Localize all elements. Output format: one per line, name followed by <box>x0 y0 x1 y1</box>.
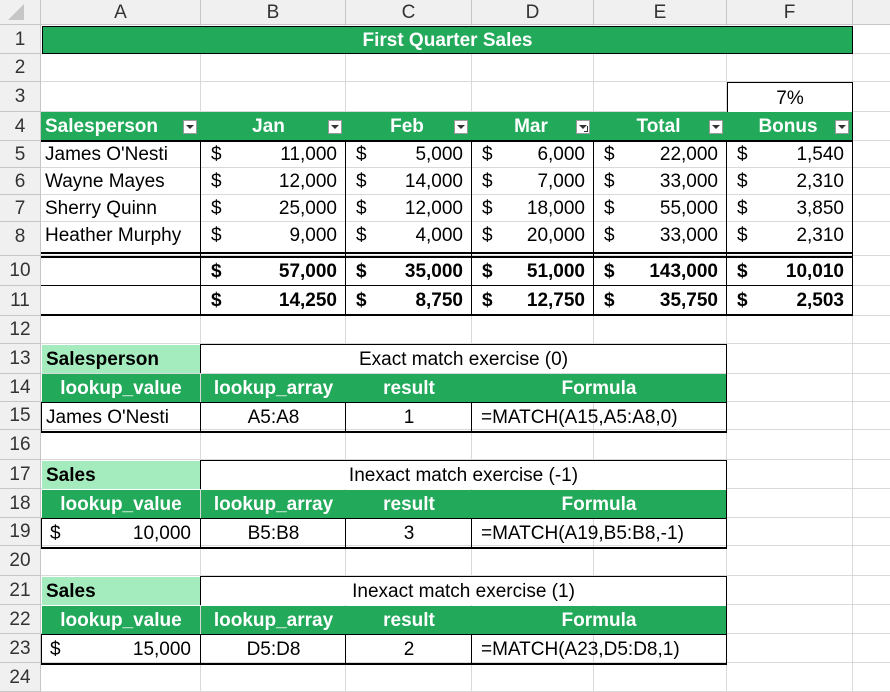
header-feb-label: Feb <box>390 116 424 137</box>
table-border <box>345 141 346 315</box>
header-mar-label: Mar <box>514 116 548 137</box>
exercise-title[interactable]: Exact match exercise (0) <box>201 345 726 373</box>
header-bonus-label: Bonus <box>758 116 818 137</box>
column-header-b[interactable]: B <box>201 0 346 25</box>
table-border <box>200 460 727 461</box>
row-header[interactable]: 22 <box>0 605 41 634</box>
row-header[interactable]: 12 <box>0 316 41 344</box>
currency-symbol: $ <box>604 290 615 311</box>
table-border <box>41 252 853 254</box>
currency-symbol: $ <box>211 198 222 219</box>
exercise-header-formula[interactable]: Formula <box>472 490 726 518</box>
exercise-header-formula[interactable]: Formula <box>472 374 726 402</box>
table-border <box>471 141 472 315</box>
header-jan-label: Jan <box>252 116 285 137</box>
column-header-c[interactable]: C <box>346 0 472 25</box>
table-border <box>41 518 727 519</box>
table-border <box>200 344 727 345</box>
currency-symbol: $ <box>356 261 367 282</box>
table-border <box>41 635 42 663</box>
exercise-title[interactable]: Inexact match exercise (-1) <box>201 461 726 489</box>
currency-symbol: $ <box>604 198 615 219</box>
column-header-d[interactable]: D <box>472 0 594 25</box>
table-border <box>41 663 727 665</box>
filter-dropdown-icon[interactable] <box>709 120 723 134</box>
total-row-jan-cell[interactable]: 57,000 <box>278 261 337 282</box>
table-border <box>726 344 727 433</box>
table-border <box>345 519 346 547</box>
currency-symbol: $ <box>737 261 748 282</box>
currency-symbol: $ <box>737 290 748 311</box>
formula-cell[interactable]: =MATCH(A23,D5:D8,1) <box>481 638 680 660</box>
salesperson-cell[interactable]: James O'Nesti <box>45 144 168 165</box>
table-border <box>345 403 346 431</box>
row-header[interactable]: 8 <box>0 222 41 256</box>
currency-symbol: $ <box>356 225 367 246</box>
table-border <box>726 460 727 549</box>
currency-symbol: $ <box>482 261 493 282</box>
table-border <box>200 577 201 605</box>
filter-dropdown-icon[interactable] <box>454 120 468 134</box>
total-row-total-cell[interactable]: 143,000 <box>649 261 718 282</box>
total-row-feb-cell[interactable]: 35,000 <box>404 261 463 282</box>
total-value-cell[interactable]: 33,000 <box>659 225 718 246</box>
formula-cell[interactable]: =MATCH(A15,A5:A8,0) <box>481 406 678 428</box>
table-border <box>41 140 853 142</box>
currency-symbol: $ <box>737 198 748 219</box>
row-header[interactable]: 2 <box>0 54 41 82</box>
exercise-header-result[interactable]: result <box>346 606 472 634</box>
bonus-value-cell[interactable]: 3,850 <box>796 198 844 219</box>
currency-symbol: $ <box>356 171 367 192</box>
exercise-header-lookup-array[interactable]: lookup_array <box>201 606 346 634</box>
lookup-array-cell[interactable]: D5:D8 <box>246 638 301 660</box>
currency-symbol: $ <box>211 225 222 246</box>
header-salesperson-label: Salesperson <box>45 116 158 137</box>
row-header[interactable]: 7 <box>0 195 41 222</box>
row-header[interactable]: 1 <box>0 25 41 54</box>
average-row-jan-cell[interactable]: 14,250 <box>278 290 337 311</box>
currency-symbol: $ <box>482 144 493 165</box>
currency-symbol: $ <box>737 144 748 165</box>
currency-symbol: $ <box>604 144 615 165</box>
table-border <box>200 403 201 431</box>
table-border <box>200 635 201 663</box>
jan-value-cell[interactable]: 12,000 <box>278 171 337 192</box>
lookup-value-cell[interactable]: 10,000 <box>132 522 191 544</box>
bonus-value-cell[interactable]: 2,310 <box>796 225 844 246</box>
header-total-label: Total <box>636 116 681 137</box>
filter-dropdown-icon[interactable] <box>328 120 342 134</box>
table-border <box>200 576 727 577</box>
feb-value-cell[interactable]: 4,000 <box>415 225 463 246</box>
currency-symbol: $ <box>737 171 748 192</box>
bonus-value-cell[interactable]: 1,540 <box>796 144 844 165</box>
result-cell[interactable]: 1 <box>403 406 415 428</box>
exercise-header-formula[interactable]: Formula <box>472 606 726 634</box>
currency-symbol: $ <box>604 171 615 192</box>
table-border <box>41 402 727 403</box>
select-all-icon <box>8 4 24 20</box>
row-header[interactable]: 23 <box>0 634 41 663</box>
header-bonus[interactable] <box>727 112 853 141</box>
table-border <box>345 635 346 663</box>
average-row-total-cell[interactable]: 35,750 <box>659 290 718 311</box>
sort-filter-icon[interactable] <box>576 120 590 134</box>
total-row-bonus-cell[interactable]: 10,010 <box>785 261 844 282</box>
exercise-header-result[interactable]: result <box>346 374 472 402</box>
table-border <box>471 403 472 431</box>
exercise-label[interactable]: Sales <box>42 577 200 605</box>
row-header[interactable]: 17 <box>0 460 41 489</box>
bonus-rate-cell[interactable]: 7% <box>727 82 853 113</box>
table-border <box>593 141 594 315</box>
row-header[interactable]: 18 <box>0 489 41 518</box>
column-header-f[interactable]: F <box>727 0 853 25</box>
lookup-value-cell[interactable]: 15,000 <box>132 638 191 660</box>
salesperson-cell[interactable]: Sherry Quinn <box>45 198 157 219</box>
column-header-empty <box>853 0 890 25</box>
row-header[interactable]: 24 <box>0 663 41 692</box>
total-row-label[interactable] <box>41 257 201 286</box>
currency-symbol: $ <box>50 638 61 660</box>
currency-symbol: $ <box>482 225 493 246</box>
row-header[interactable]: 13 <box>0 344 41 374</box>
currency-symbol: $ <box>356 198 367 219</box>
currency-symbol: $ <box>211 261 222 282</box>
salesperson-cell[interactable]: Wayne Mayes <box>45 171 165 192</box>
table-border <box>200 141 201 315</box>
row-header[interactable]: 20 <box>0 546 41 576</box>
column-header-e[interactable]: E <box>594 0 727 25</box>
jan-value-cell[interactable]: 25,000 <box>278 198 337 219</box>
table-border <box>471 519 472 547</box>
bonus-value-cell[interactable]: 2,310 <box>796 171 844 192</box>
row-header[interactable]: 11 <box>0 286 41 316</box>
average-row-bonus-cell[interactable]: 2,503 <box>796 290 844 311</box>
table-border <box>41 403 42 431</box>
result-cell[interactable]: 2 <box>403 638 415 660</box>
exercise-header-lookup-array[interactable]: lookup_array <box>201 374 346 402</box>
row-header[interactable]: 19 <box>0 518 41 546</box>
row-header[interactable]: 15 <box>0 402 41 430</box>
currency-symbol: $ <box>356 144 367 165</box>
total-value-cell[interactable]: 55,000 <box>659 198 718 219</box>
sheet-title[interactable]: First Quarter Sales <box>42 26 853 54</box>
jan-value-cell[interactable]: 9,000 <box>289 225 337 246</box>
row-header[interactable]: 21 <box>0 576 41 605</box>
row-header[interactable]: 14 <box>0 374 41 402</box>
total-value-cell[interactable]: 22,000 <box>659 144 718 165</box>
table-border <box>41 519 42 547</box>
table-border <box>852 82 853 315</box>
currency-symbol: $ <box>604 225 615 246</box>
row-header[interactable]: 4 <box>0 112 41 141</box>
table-border <box>726 576 727 665</box>
row-header[interactable]: 3 <box>0 82 41 112</box>
feb-value-cell[interactable]: 5,000 <box>415 144 463 165</box>
lookup-array-cell[interactable]: B5:B8 <box>247 522 300 544</box>
table-border <box>41 547 727 549</box>
select-all-corner[interactable] <box>0 0 41 25</box>
mar-value-cell[interactable]: 6,000 <box>537 144 585 165</box>
filter-dropdown-icon[interactable] <box>183 120 197 134</box>
average-row-feb-cell[interactable]: 8,750 <box>415 290 463 311</box>
currency-symbol: $ <box>482 290 493 311</box>
table-border <box>41 256 853 258</box>
table-border <box>200 461 201 489</box>
header-salesperson[interactable] <box>41 112 201 141</box>
mar-value-cell[interactable]: 18,000 <box>526 198 585 219</box>
exercise-header-lookup-array[interactable]: lookup_array <box>201 490 346 518</box>
currency-symbol: $ <box>211 144 222 165</box>
exercise-header-result[interactable]: result <box>346 490 472 518</box>
feb-value-cell[interactable]: 14,000 <box>404 171 463 192</box>
table-border <box>41 634 727 635</box>
exercise-header-lookup-value[interactable]: lookup_value <box>42 490 200 518</box>
table-border <box>200 345 201 373</box>
result-cell[interactable]: 3 <box>403 522 415 544</box>
currency-symbol: $ <box>50 522 61 544</box>
exercise-label[interactable]: Salesperson <box>42 345 200 373</box>
exercise-header-lookup-value[interactable]: lookup_value <box>42 374 200 402</box>
currency-symbol: $ <box>356 290 367 311</box>
row-header[interactable]: 5 <box>0 141 41 168</box>
exercise-header-lookup-value[interactable]: lookup_value <box>42 606 200 634</box>
lookup-array-cell[interactable]: A5:A8 <box>247 406 300 428</box>
currency-symbol: $ <box>737 225 748 246</box>
table-border <box>41 314 853 316</box>
average-row-mar-cell[interactable]: 12,750 <box>526 290 585 311</box>
table-border <box>200 519 201 547</box>
header-jan[interactable] <box>201 112 346 141</box>
filter-dropdown-icon[interactable] <box>835 120 849 134</box>
average-row-label[interactable] <box>41 286 201 315</box>
feb-value-cell[interactable]: 12,000 <box>404 198 463 219</box>
formula-cell[interactable]: =MATCH(A19,B5:B8,-1) <box>481 522 684 544</box>
salesperson-cell[interactable]: Heather Murphy <box>45 225 182 246</box>
currency-symbol: $ <box>482 198 493 219</box>
exercise-title[interactable]: Inexact match exercise (1) <box>201 577 726 605</box>
lookup-value-cell[interactable]: James O'Nesti <box>46 406 169 428</box>
header-total[interactable] <box>594 112 727 141</box>
table-border <box>41 431 727 433</box>
mar-value-cell[interactable]: 20,000 <box>526 225 585 246</box>
total-row-mar-cell[interactable]: 51,000 <box>526 261 585 282</box>
currency-symbol: $ <box>482 171 493 192</box>
column-header-a[interactable]: A <box>41 0 201 25</box>
currency-symbol: $ <box>211 290 222 311</box>
currency-symbol: $ <box>211 171 222 192</box>
table-border <box>41 285 853 286</box>
total-value-cell[interactable]: 33,000 <box>659 171 718 192</box>
table-border <box>471 635 472 663</box>
row-header[interactable]: 16 <box>0 430 41 460</box>
row-header[interactable]: 6 <box>0 168 41 195</box>
mar-value-cell[interactable]: 7,000 <box>537 171 585 192</box>
jan-value-cell[interactable]: 11,000 <box>280 144 337 165</box>
currency-symbol: $ <box>604 261 615 282</box>
exercise-label[interactable]: Sales <box>42 461 200 489</box>
row-header[interactable]: 10 <box>0 256 41 286</box>
header-feb[interactable] <box>346 112 472 141</box>
table-border <box>726 141 727 315</box>
header-mar[interactable] <box>472 112 594 141</box>
